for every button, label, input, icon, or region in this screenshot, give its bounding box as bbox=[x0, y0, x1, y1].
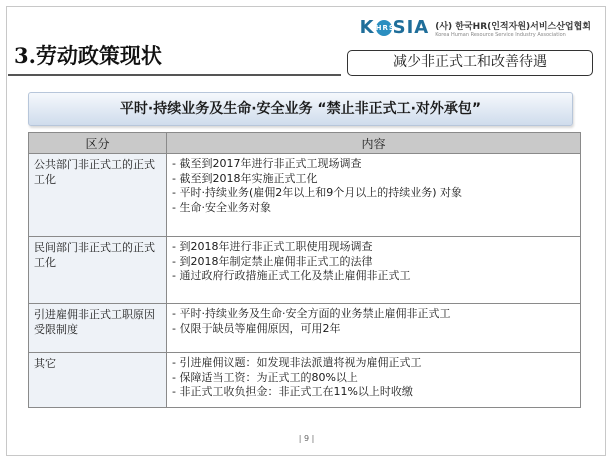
logo-letter-k: K bbox=[359, 17, 375, 38]
list-item: - 引进雇佣议题：如发现非法派遣将视为雇佣正式工 bbox=[172, 356, 422, 369]
list-item: - 仅限于缺员等雇佣原因，可用2年 bbox=[172, 321, 341, 335]
list-item: - 到2018年制定禁止雇佣非正式工的法律 bbox=[172, 254, 373, 268]
row-category: 公共部门非正式工的正式工化 bbox=[29, 154, 167, 237]
logo-english-name: Korea Human Resource Service Industry Association bbox=[435, 32, 566, 38]
list-item: - 截至到2018年实施正式工化 bbox=[172, 171, 318, 185]
title-underline bbox=[8, 74, 341, 76]
list-item: - 到2018年进行非正式工职使用现场调查 bbox=[172, 240, 373, 253]
list-item: - 平时·持续业务(雇佣2年以上和9个月以上的持续业务) 对象 bbox=[172, 186, 463, 199]
table-row bbox=[29, 304, 581, 353]
row-category: 引进雇佣非正式工职原因受限制度 bbox=[29, 304, 167, 353]
row-items bbox=[167, 353, 581, 408]
row-items bbox=[167, 237, 581, 304]
table-header-row bbox=[29, 133, 581, 154]
logo-text bbox=[435, 19, 591, 38]
policy-table bbox=[28, 132, 581, 408]
row-items bbox=[167, 154, 581, 237]
logo-circle-icon: HRS bbox=[376, 20, 392, 36]
table-row bbox=[29, 353, 581, 408]
section-tag: 减少非正式工和改善待遇 bbox=[347, 50, 593, 76]
row-items bbox=[167, 304, 581, 353]
header-content: 内容 bbox=[167, 133, 581, 154]
list-item: - 非正式工收负担金：非正式工在11%以上时收缴 bbox=[172, 385, 413, 398]
list-item: - 通过政府行政措施正式工化及禁止雇佣非正式工 bbox=[172, 269, 411, 282]
list-item: - 保障适当工资：为正式工的80%以上 bbox=[172, 370, 358, 384]
list-item: - 截至到2017年进行非正式工现场调查 bbox=[172, 157, 362, 170]
header-category: 区分 bbox=[29, 133, 167, 154]
row-category: 民间部门非正式工的正式工化 bbox=[29, 237, 167, 304]
logo-letters-sia: SIA bbox=[392, 17, 430, 38]
page-number: | 9 | bbox=[298, 434, 315, 443]
table-row bbox=[29, 237, 581, 304]
table-row bbox=[29, 154, 581, 237]
list-item: - 平时·持续业务及生命·安全方面的业务禁止雇佣非正式工 bbox=[172, 307, 451, 320]
page-title: 3.劳动政策现状 bbox=[14, 43, 162, 68]
headline-banner: 平时·持续业务及生命·安全业务 “禁止非正式工·对外承包” bbox=[28, 92, 573, 126]
kosia-logo bbox=[360, 17, 591, 47]
logo-korean-name: (사) 한국HR(인적자원)서비스산업협회 bbox=[435, 22, 591, 32]
list-item: - 生命·安全业务对象 bbox=[172, 200, 271, 214]
logo-mark bbox=[360, 17, 430, 38]
row-category: 其它 bbox=[29, 353, 167, 408]
